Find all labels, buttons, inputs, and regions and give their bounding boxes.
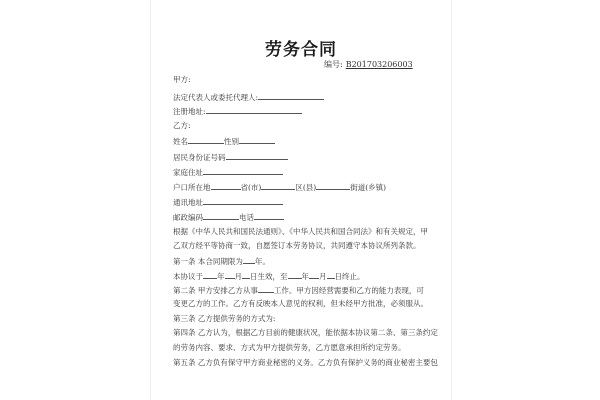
blank-field	[288, 271, 302, 279]
id-line	[173, 152, 288, 162]
paragraph-line: 根据《中华人民共和国民法通则》、《中华人民共和国合同法》和有关规定，甲	[173, 227, 428, 236]
legal-rep-label: 法定代表人或委托代理人:	[173, 93, 259, 102]
blank-field	[226, 152, 288, 160]
blank-field	[242, 271, 250, 279]
blank-field	[327, 271, 335, 279]
mail-address-label: 通讯地址	[173, 198, 203, 207]
blank-field	[188, 136, 224, 144]
paragraph-line: 乙双方经平等协商一致，自愿签订本劳务协议，共同遵守本协议所列条款。	[173, 241, 421, 250]
day-end-label: 日终止。	[334, 272, 365, 281]
paragraph-line: 变更乙方的工作。乙方有反映本人意见的权利，但未经甲方批准，必须服从。	[173, 299, 428, 308]
number-label: 编号:	[324, 60, 343, 69]
paragraph-line: 第五条 乙方负有保守甲方商业秘密的义务。乙方负有保护义务的商业秘密主要包	[173, 358, 438, 367]
blank-field	[243, 256, 255, 264]
party-a-line	[173, 75, 191, 84]
party-a-label: 甲方:	[173, 75, 191, 84]
page-title: 劳务合同	[265, 40, 337, 60]
blank-field	[316, 182, 350, 190]
postcode-phone-line	[173, 212, 284, 222]
blank-field	[203, 197, 283, 205]
start-label: 本协议于	[173, 272, 203, 281]
district-label: 区(县)	[295, 183, 317, 192]
blank-field	[258, 92, 324, 100]
phone-label: 电话	[239, 213, 254, 222]
home-line	[173, 167, 283, 177]
document-number	[324, 59, 413, 70]
month-label: 月	[234, 272, 242, 281]
street-label: 街道(乡镇)	[350, 183, 387, 192]
blank-field	[203, 271, 217, 279]
blank-field	[206, 106, 302, 114]
month-label: 月	[319, 272, 327, 281]
article-2-text: 第二条 甲方安排乙方从事	[173, 286, 258, 295]
reg-address-label: 注册地址:	[173, 107, 206, 116]
gender-label: 性别	[224, 137, 239, 146]
article-1-year: 年。	[254, 257, 270, 266]
blank-field	[309, 271, 319, 279]
blank-field	[225, 271, 235, 279]
term-line	[173, 271, 365, 281]
blank-field	[254, 212, 284, 220]
province-label: 省(市)	[240, 183, 262, 192]
contract-page	[150, 0, 452, 400]
party-b-line	[173, 121, 191, 130]
blank-field	[239, 136, 275, 144]
blank-field	[203, 212, 239, 220]
blank-field	[203, 167, 283, 175]
article-1-text: 第一条 本合同期限为	[173, 257, 243, 266]
article-2-line	[173, 285, 424, 295]
day-start-label: 日生效，至	[250, 272, 288, 281]
name-gender-line	[173, 136, 275, 146]
paragraph-line: 的劳务内容、要求、方式为甲方提供劳务，乙方愿意承担所约定劳务。	[173, 343, 406, 352]
postcode-label: 邮政编码	[173, 213, 203, 222]
hukou-line	[173, 182, 386, 192]
article-3-line: 第三条 乙方提供劳务的方式为:	[173, 314, 276, 323]
blank-field	[258, 285, 274, 293]
home-label: 家庭住址	[173, 168, 203, 177]
blank-field	[261, 182, 295, 190]
legal-rep-line	[173, 92, 324, 102]
id-label: 居民身份证号码	[173, 153, 226, 162]
article-2-text-cont: 工作。甲方因经营需要和乙方的能力表现，可	[273, 286, 424, 295]
year-label: 年	[217, 272, 225, 281]
paragraph-line: 第四条 乙方认为，根据乙方目前的健康状况，能依据本协议第二条、第三条约定	[173, 328, 438, 337]
hukou-label: 户口所在地	[173, 183, 211, 192]
article-1-line	[173, 256, 270, 266]
party-b-label: 乙方:	[173, 121, 191, 130]
blank-field	[211, 182, 241, 190]
name-label: 姓名	[173, 137, 188, 146]
mail-address-line	[173, 197, 283, 207]
year-label: 年	[301, 272, 309, 281]
reg-address-line	[173, 106, 302, 116]
number-value: B201703206003	[345, 60, 413, 69]
